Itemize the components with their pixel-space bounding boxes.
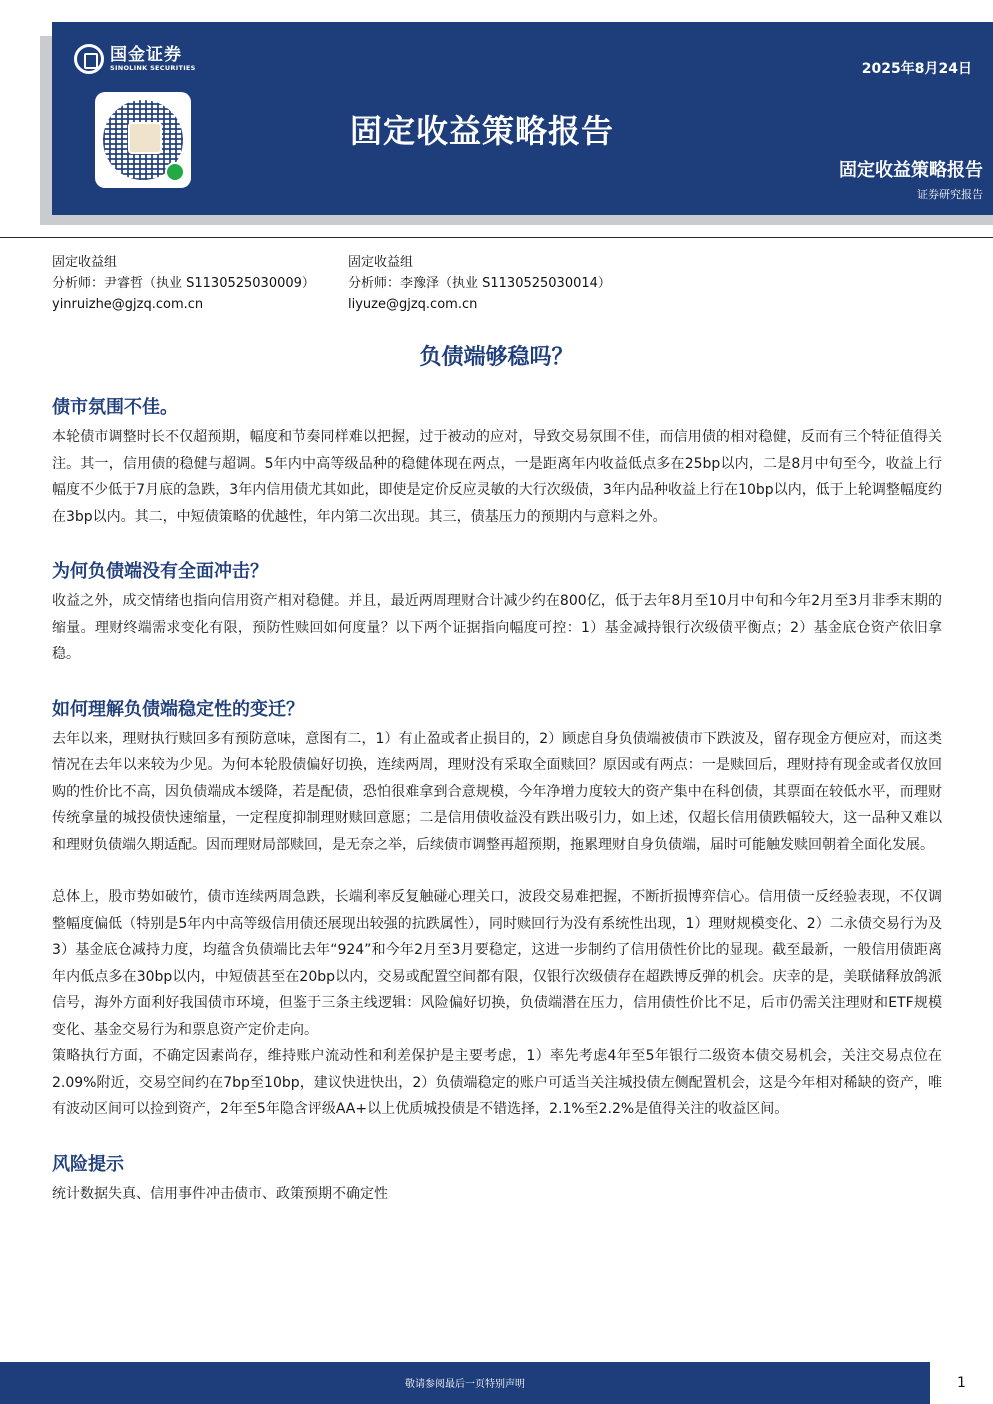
- section-paragraph: 策略执行方面，不确定因素尚存，维持账户流动性和利差保护是主要考虑，1）率先考虑4年至5年银行二级资本债交易机会，关注交易点位在2.09%附近，交易空间约在7bp至10bp，建议快进快出，2）负债端稳定的账户可适当关注城投债左侧配置机会，这是今年相对稀缺的资产，唯有波动区间可以捡到资产，2年至5年隐含评级AA+以上优质城投债是不错选择，2.1%至2.2%是值得关注的收益区间。: [52, 1048, 942, 1117]
- section-paragraph: 总体上，股市势如破竹，债市连续两周急跌，长端利率反复触碰心理关口，波段交易难把握，不断折损博弈信心。信用债一反经验表现，不仅调整幅度偏低（特别是5年内中高等级信用债还展现出较强的抗跌属性），同时赎回行为没有系统性出现，1）理财规模变化、2）二永债交易行为及3）基金底仓减持力度，均蕴含负债端比去年“924”和今年2月至3月要稳定，这进一步制约了信用债性价比的显现。截至最新，一般信用债距离年内低点多在30bp以内，中短债甚至在20bp以内，交易或配置空间都有限，仅银行次级债存在超跌博反弹的机会。庆幸的是，美联储释放鸽派信号，海外方面利好我国债市环境，但鉴于三条主线逻辑：风险偏好切换，负债端潜在压力，信用债性价比不足，后市仍需关注理财和ETF规模变化、基金交易行为和票息资产定价走向。: [52, 889, 942, 1038]
- analyst-email[interactable]: yinruizhe@gjzq.com.cn: [52, 297, 204, 312]
- page-number: 1: [957, 1375, 966, 1391]
- footer-disclaimer[interactable]: 敬请参阅最后一页特别声明: [405, 1379, 525, 1390]
- analyst-block-2: [348, 252, 611, 315]
- section-paragraph: 收益之外，成交情绪也指向信用资产相对稳健。并且，最近两周理财合计减少约在800亿，低于去年8月至10月中旬和今年2月至3月非季末期的缩量。理财终端需求变化有限，预防性赎回如何度量？以下两个证据指向幅度可控：1）基金减持银行次级债平衡点；2）基金底仓资产依旧拿稳。: [52, 593, 942, 662]
- logo-mark-icon: [74, 44, 104, 74]
- logo-en-text: SINOLINK SECURITIES: [110, 63, 196, 72]
- header-divider: [0, 237, 993, 238]
- analyst-group: 固定收益组: [348, 255, 414, 270]
- report-type: 固定收益策略报告: [839, 160, 983, 181]
- section-heading: 如何理解负债端稳定性的变迁？: [52, 698, 304, 720]
- analyst-block-1: [52, 252, 315, 315]
- logo-cn-text: 国金证券: [110, 44, 182, 65]
- company-logo: [74, 44, 196, 74]
- report-body: [52, 392, 942, 1207]
- analyst-name: 分析师：李豫泽（执业 S1130525030014）: [348, 276, 611, 291]
- report-subtype: 证券研究报告: [917, 188, 983, 201]
- section-heading: 为何负债端没有全面冲击？: [52, 561, 268, 582]
- section-paragraph: 去年以来，理财执行赎回多有预防意味，意图有二，1）有止盈或者止损目的，2）顾虑自身负债端被债市下跌波及，留存现金方便应对，而这类情况在去年以来较为少见。为何本轮股债偏好切换，连续两周，理财没有采取全面赎回？原因或有两点：一是赎回后，理财持有现金或者仅放回购的性价比不高，因负债端成本缓降，若是配债，恐怕很难拿到合意规模，今年净增力度较大的资产集中在科创债，其票面在较低水平，而理财传统拿量的城投债快速缩量，一定程度抑制理财赎回意愿；二是信用债收益没有跌出吸引力，如上述，仅超长信用债跌幅较大，这一品种又难以和理财负债端久期适配。因而理财局部赎回，是无奈之举，后续债市调整再超预期，拖累理财自身负债端，届时可能触发赎回朝着全面化发展。: [52, 730, 942, 853]
- section-paragraph: 统计数据失真、信用事件冲击债市、政策预期不确定性: [52, 1185, 388, 1202]
- section-paragraph: 本轮债市调整时长不仅超预期，幅度和节奏同样难以把握，过于被动的应对，导致交易氛围不佳，而信用债的相对稳健，反而有三个特征值得关注。其一，信用债的稳健与超调。5年内中高等级品种的稳健体现在两点，一是距离年内收益低点多在25bp以内，二是8月中旬至今，收益上行幅度不少低于7月底的急跌，3年内信用债尤其如此，即使是定价反应灵敏的大行次级债，3年内品种收益上行在10bp以内，低于上轮调整幅度约在3bp以内。其二，中短债策略的优越性，年内第二次出现。其三，债基压力的预期内与意料之外。: [52, 429, 942, 525]
- banner-title: 固定收益策略报告: [350, 112, 615, 150]
- report-date: 2025年8月24日: [861, 61, 972, 77]
- section-heading: 风险提示: [52, 1153, 124, 1175]
- analyst-email[interactable]: liyuze@gjzq.com.cn: [348, 297, 478, 312]
- section-heading: 债市氛围不佳。: [52, 397, 178, 418]
- analyst-group: 固定收益组: [52, 255, 118, 270]
- analyst-name: 分析师：尹睿哲（执业 S1130525030009）: [52, 276, 315, 291]
- qr-code-icon: [95, 92, 191, 188]
- document-title: 负债端够稳吗？: [419, 345, 574, 370]
